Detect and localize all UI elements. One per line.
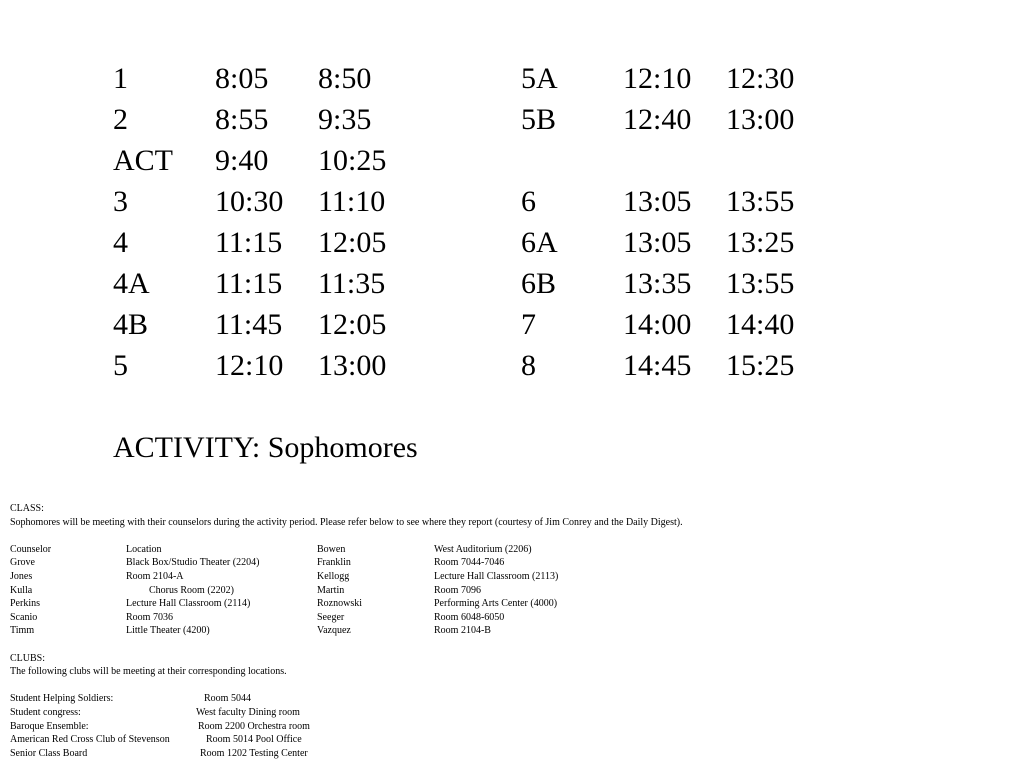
end-time: 9:35 <box>318 103 372 136</box>
schedule-row <box>113 140 408 181</box>
schedule-row <box>521 140 816 181</box>
schedule-row <box>113 345 408 386</box>
start-time: 8:05 <box>215 62 269 95</box>
counselor-name: Vazquez <box>317 625 351 637</box>
counselor-name: Jones <box>10 570 33 582</box>
start-time: 13:05 <box>623 226 692 259</box>
schedule-row <box>521 263 816 304</box>
club-name: Baroque Ensemble: <box>10 720 89 732</box>
schedule-row <box>521 345 816 386</box>
club-name: Student Helping Soldiers: <box>10 693 114 705</box>
start-time: 14:45 <box>623 349 692 382</box>
period-label: 4A <box>113 267 150 300</box>
counselor-location: West Auditorium (2206) <box>434 543 532 555</box>
club-name: Student congress: <box>10 706 81 718</box>
counselor-location: Little Theater (4200) <box>126 625 210 637</box>
clubs-heading: CLUBS: <box>10 652 46 664</box>
end-time: 10:25 <box>318 144 387 177</box>
end-time: 13:00 <box>726 103 795 136</box>
counselor-name: Martin <box>317 584 345 596</box>
end-time: 11:35 <box>318 267 386 300</box>
end-time: 12:05 <box>318 308 387 341</box>
announcement-body <box>10 502 1010 760</box>
schedule-row <box>113 99 408 140</box>
start-time: 14:00 <box>623 308 692 341</box>
counselor-name: Kulla <box>10 584 33 596</box>
counselor-table <box>10 543 1010 638</box>
start-time: 8:55 <box>215 103 269 136</box>
schedule-left-column <box>113 58 408 386</box>
club-row <box>10 747 1010 761</box>
activity-title: ACTIVITY: Sophomores <box>113 431 418 464</box>
clubs-description: The following clubs will be meeting at their corresponding locations. <box>10 666 287 678</box>
period-label: 5B <box>521 103 557 136</box>
end-time: 13:55 <box>726 185 795 218</box>
period-label: 7 <box>521 308 536 341</box>
counselor-name: Roznowski <box>317 598 362 610</box>
period-label: ACT <box>113 144 173 177</box>
start-time: 12:10 <box>623 62 692 95</box>
counselor-location: Location <box>126 543 162 555</box>
period-label: 6 <box>521 185 536 218</box>
schedule-row <box>521 222 816 263</box>
counselor-row <box>10 584 1010 598</box>
period-label: 5A <box>521 62 558 95</box>
counselor-name: Franklin <box>317 557 351 569</box>
schedule-row <box>113 58 408 99</box>
club-row <box>10 733 1010 747</box>
counselor-name: Timm <box>10 625 35 637</box>
counselor-location: Performing Arts Center (4000) <box>434 598 558 610</box>
counselor-location: Room 6048-6050 <box>434 611 505 623</box>
start-time: 11:15 <box>215 267 283 300</box>
period-label: 1 <box>113 62 128 95</box>
club-name: Senior Class Board <box>10 747 88 759</box>
start-time: 9:40 <box>215 144 269 177</box>
counselor-location: Room 7096 <box>434 584 481 596</box>
period-label: 4B <box>113 308 149 341</box>
counselor-location: Black Box/Studio Theater (2204) <box>126 557 260 569</box>
club-name: American Red Cross Club of Stevenson <box>10 734 170 746</box>
club-location: Room 1202 Testing Center <box>200 747 308 759</box>
period-label: 6A <box>521 226 558 259</box>
period-label: 6B <box>521 267 557 300</box>
club-location: Room 5014 Pool Office <box>206 734 302 746</box>
schedule-row <box>521 58 816 99</box>
schedule-right-column <box>521 58 816 386</box>
schedule-row <box>113 222 408 263</box>
counselor-location: Lecture Hall Classroom (2113) <box>434 570 559 582</box>
period-label: 4 <box>113 226 128 259</box>
counselor-name: Bowen <box>317 543 346 555</box>
start-time: 13:05 <box>623 185 692 218</box>
counselor-row <box>10 624 1010 638</box>
counselor-row <box>10 570 1010 584</box>
counselor-location: Chorus Room (2202) <box>149 584 234 596</box>
schedule-row <box>113 263 408 304</box>
end-time: 12:30 <box>726 62 795 95</box>
clubs-table <box>10 692 1010 760</box>
counselor-location: Room 7036 <box>126 611 173 623</box>
club-location: Room 2200 Orchestra room <box>198 720 310 732</box>
schedule-row <box>521 304 816 345</box>
counselor-location: Room 2104-B <box>434 625 491 637</box>
counselor-row <box>10 556 1010 570</box>
class-heading: CLASS: <box>10 503 44 514</box>
start-time: 10:30 <box>215 185 284 218</box>
counselor-name: Scanio <box>10 611 38 623</box>
end-time: 15:25 <box>726 349 795 382</box>
schedule-row <box>113 181 408 222</box>
counselor-location: Room 2104-A <box>126 570 184 582</box>
period-label: 2 <box>113 103 128 136</box>
counselor-name: Counselor <box>10 543 52 555</box>
end-time: 11:10 <box>318 185 386 218</box>
counselor-name: Kellogg <box>317 570 350 582</box>
counselor-row <box>10 611 1010 625</box>
period-label: 3 <box>113 185 128 218</box>
class-description: Sophomores will be meeting with their counselors during the activity period. Please refer below to see where they report (courtesy of Jim Conrey and the Daily Digest). <box>10 516 683 528</box>
end-time: 13:55 <box>726 267 795 300</box>
end-time: 8:50 <box>318 62 372 95</box>
end-time: 13:25 <box>726 226 795 259</box>
counselor-location: Room 7044-7046 <box>434 557 505 569</box>
end-time: 12:05 <box>318 226 387 259</box>
counselor-name: Perkins <box>10 598 40 610</box>
schedule-row <box>521 99 816 140</box>
counselor-name: Grove <box>10 557 35 569</box>
period-label: 5 <box>113 349 128 382</box>
club-row <box>10 720 1010 734</box>
counselor-row <box>10 597 1010 611</box>
schedule-row <box>113 304 408 345</box>
schedule-row <box>521 181 816 222</box>
end-time: 14:40 <box>726 308 795 341</box>
start-time: 11:15 <box>215 226 283 259</box>
start-time: 11:45 <box>215 308 283 341</box>
club-location: Room 5044 <box>204 693 251 705</box>
counselor-name: Seeger <box>317 611 345 623</box>
end-time: 13:00 <box>318 349 387 382</box>
club-row <box>10 706 1010 720</box>
club-location: West faculty Dining room <box>196 706 300 718</box>
counselor-row <box>10 543 1010 557</box>
start-time: 12:10 <box>215 349 284 382</box>
start-time: 12:40 <box>623 103 692 136</box>
start-time: 13:35 <box>623 267 692 300</box>
club-row <box>10 692 1010 706</box>
period-label: 8 <box>521 349 536 382</box>
counselor-location: Lecture Hall Classroom (2114) <box>126 598 251 610</box>
